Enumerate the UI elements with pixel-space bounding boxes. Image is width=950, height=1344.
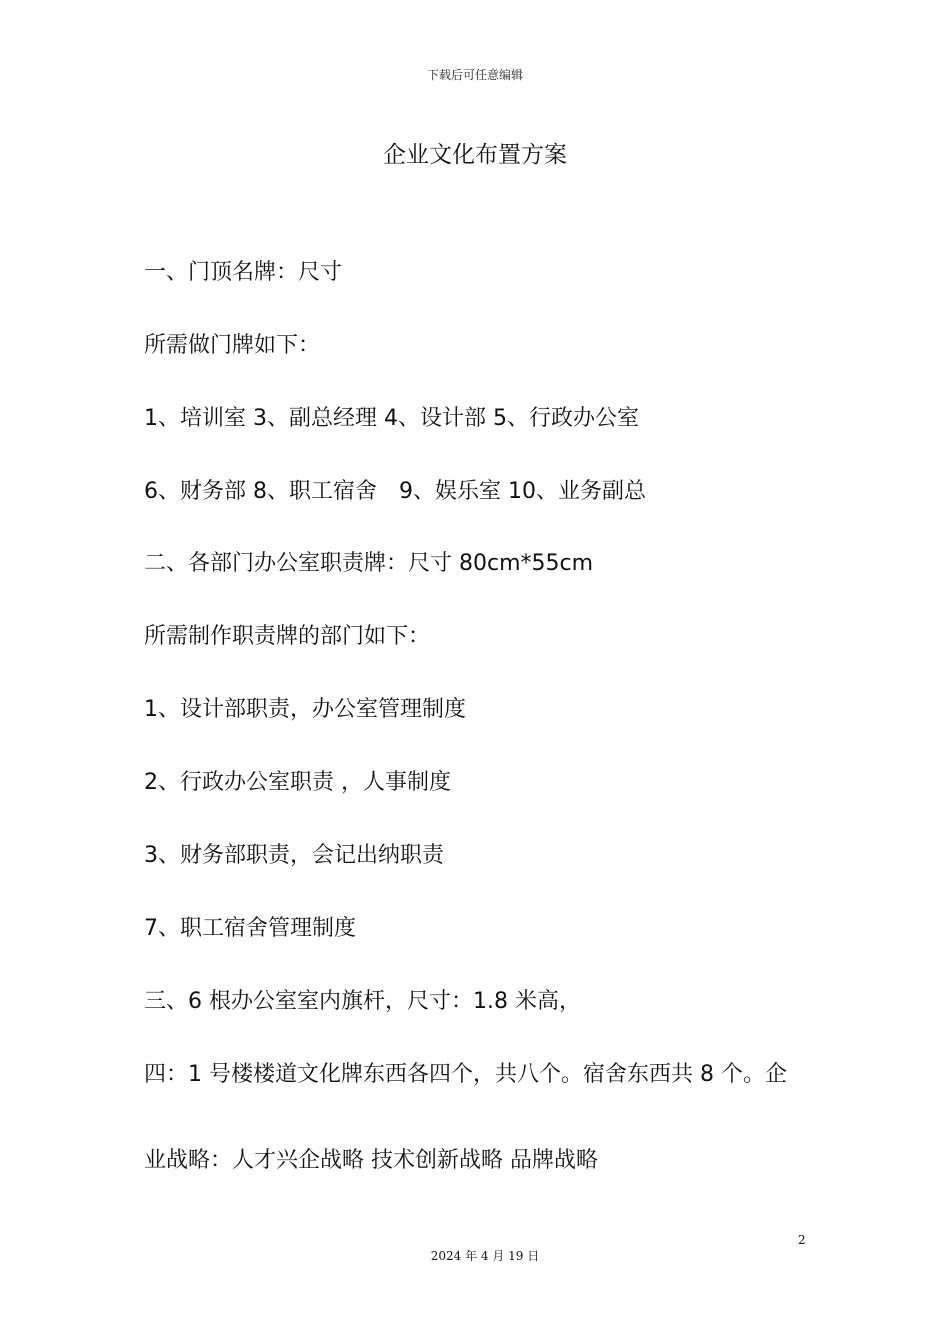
- section-4-line-1: 四：1 号楼楼道文化牌东西各四个，共八个。宿舍东西共 8 个。企: [144, 1062, 787, 1087]
- duty-board-item-3: 3、财务部职责，会记出纳职责: [144, 843, 444, 868]
- duty-board-item-2: 2、行政办公室职责 ，人事制度: [144, 770, 451, 795]
- section-3-heading: 三、6 根办公室室内旗杆，尺寸：1.8 米高，: [144, 989, 581, 1014]
- duty-board-item-1: 1、设计部职责，办公室管理制度: [144, 697, 466, 722]
- door-sign-list-line-2: 6、财务部 8、职工宿舍 9、娱乐室 10、业务副总: [144, 479, 646, 504]
- document-title: 企业文化布置方案: [383, 142, 567, 168]
- footer-date: 2024 年 4 月 19 日: [430, 1249, 540, 1263]
- section-4-line-2: 业战略：人才兴企战略 技术创新战略 品牌战略: [144, 1148, 598, 1173]
- header-note: 下载后可任意编辑: [426, 68, 523, 82]
- door-sign-intro: 所需做门牌如下：: [144, 333, 321, 358]
- duty-board-item-7: 7、职工宿舍管理制度: [144, 916, 356, 941]
- duty-board-intro: 所需制作职责牌的部门如下：: [144, 624, 431, 649]
- section-2-heading: 二、各部门办公室职责牌：尺寸 80cm*55cm: [144, 551, 594, 576]
- section-1-heading: 一、门顶名牌：尺寸: [144, 260, 343, 285]
- door-sign-list-line-1: 1、培训室 3、副总经理 4、设计部 5、行政办公室: [144, 406, 639, 431]
- page-number: 2: [798, 1233, 806, 1247]
